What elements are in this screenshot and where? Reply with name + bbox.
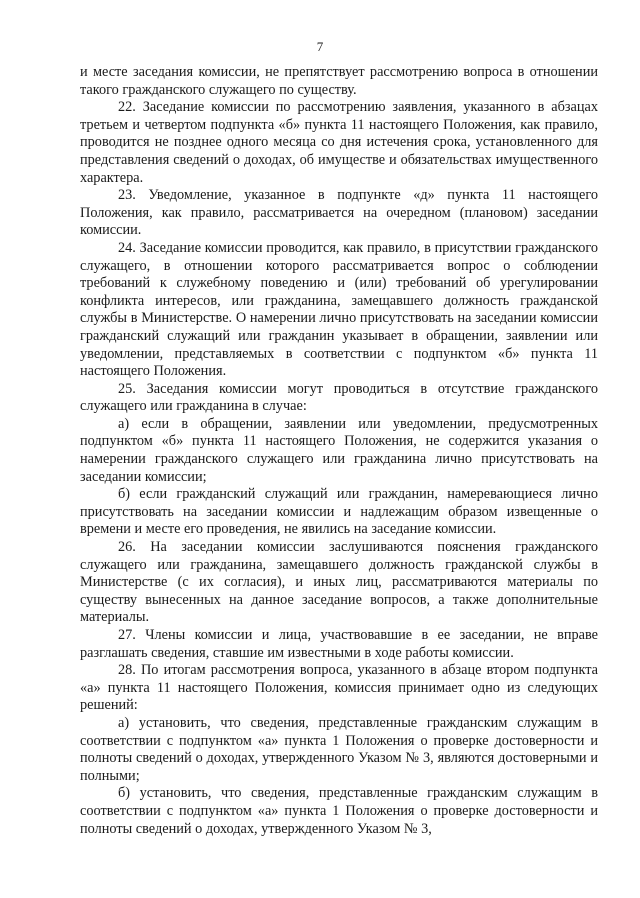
paragraph-26: 26. На заседании комиссии заслушиваются пояснения гражданского служащего или гражданина, замещавшего должность гражданской службы в Министерстве (с их согласия), и иных лиц, рассматриваются материалы по существу вынесенных на данное заседание вопросов, а также дополнительные материалы. <box>80 539 598 626</box>
document-body <box>80 64 598 838</box>
paragraph-27: 27. Члены комиссии и лица, участвовавшие в ее заседании, не вправе разглашать сведения, ставшие им известными в ходе работы комиссии. <box>80 627 598 661</box>
paragraph-28-b: б) установить, что сведения, представленные гражданским служащим в соответствии с подпунктом «а» пункта 1 Положения о проверке достоверности и полноты сведений о доходах, утвержденного Указом № 3, <box>80 785 598 837</box>
paragraph-25-b: б) если гражданский служащий или гражданин, намеревающиеся лично присутствовать на заседании комиссии и надлежащим образом извещенные о времени и месте его проведения, не явились на заседание комиссии. <box>80 486 598 538</box>
paragraph-25-a: а) если в обращении, заявлении или уведомлении, предусмотренных подпунктом «б» пункта 11 настоящего Положения, не содержится указания о намерении гражданского служащего или гражданина лично присутствовать на заседании комиссии; <box>80 415 598 485</box>
page-number: 7 <box>316 39 324 54</box>
paragraph-24: 24. Заседание комиссии проводится, как правило, в присутствии гражданского служащего, в отношении которого рассматривается вопрос о соблюдении требований к служебному поведению и (или) требований об урегулировании конфликта интересов, или гражданина, замещавшего должность гражданской службы в Министерстве. О намерении лично присутствовать на заседании комиссии гражданский служащий или гражданин указывает в обращении, заявлении или уведомлении, представляемых в соответствии с подпунктом «б» пункта 11 настоящего Положения. <box>80 239 598 380</box>
paragraph-28: 28. По итогам рассмотрения вопроса, указанного в абзаце втором подпункта «а» пункта 11 настоящего Положения, комиссия принимает одно из следующих решений: <box>80 662 598 714</box>
paragraph-23: 23. Уведомление, указанное в подпункте «д» пункта 11 настоящего Положения, как правило, рассматривается на очередном (плановом) заседании комиссии. <box>80 187 598 239</box>
paragraph-28-a: а) установить, что сведения, представленные гражданским служащим в соответствии с подпунктом «а» пункта 1 Положения о проверке достоверности и полноты сведений о доходах, утвержденного Указом № 3, являются достоверными и полными; <box>80 714 598 784</box>
paragraph-22: 22. Заседание комиссии по рассмотрению заявления, указанного в абзацах третьем и четвертом подпункта «б» пункта 11 настоящего Положения, как правило, проводится не позднее одного месяца со дня истечения срока, установленного для представления сведений о доходах, об имуществе и обязательствах имущественного характера. <box>80 99 598 186</box>
paragraph-25: 25. Заседания комиссии могут проводиться в отсутствие гражданского служащего или гражданина в случае: <box>80 380 598 415</box>
paragraph-continuation: и месте заседания комиссии, не препятствует рассмотрению вопроса в отношении такого гражданского служащего по существу. <box>80 64 598 98</box>
